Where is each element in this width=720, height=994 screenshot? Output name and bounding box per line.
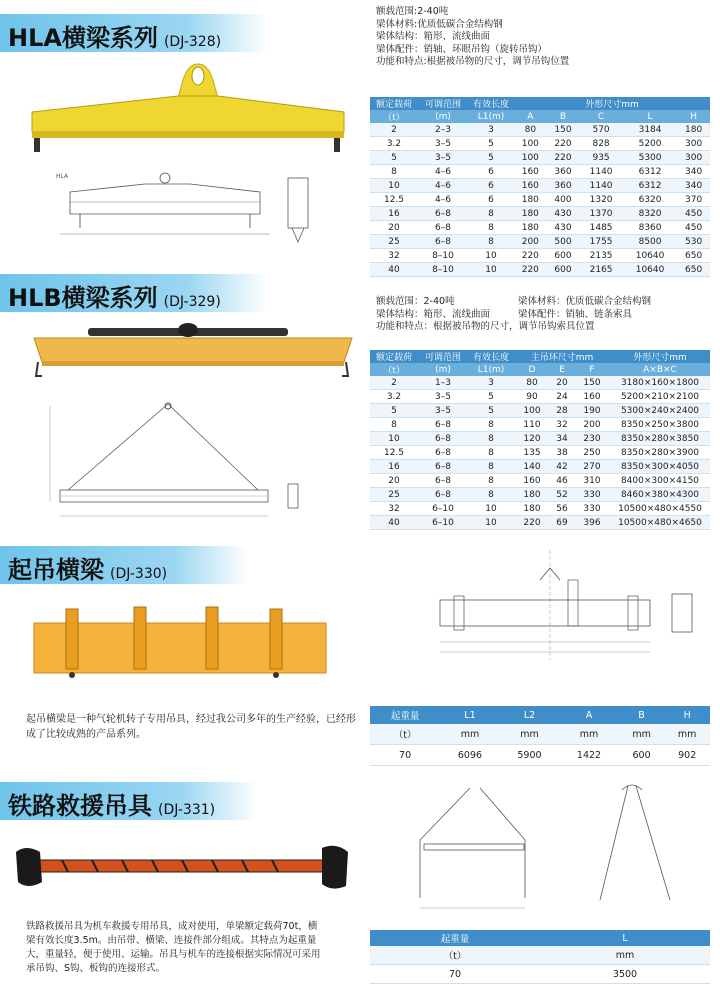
table-cell: 40 — [370, 516, 418, 530]
hlb-spec-line: 功能和特点：根据被吊物的尺寸，调节吊钩索具位置 — [376, 321, 595, 332]
hla-drawing-label: HLA — [56, 173, 69, 180]
lift-th: L2 — [500, 706, 560, 724]
table-cell: 2–3 — [418, 123, 468, 137]
hla-sub-th: H — [677, 110, 710, 123]
hlb-sub-th: L1(m) — [468, 363, 514, 376]
table-cell: 160 — [521, 166, 539, 177]
table-cell: 180 — [523, 503, 541, 514]
hlb-sub-th: （t） — [370, 363, 418, 376]
table-cell: 20 — [388, 222, 400, 233]
lift-cell: 600 — [619, 745, 665, 766]
hla-sub-th: （t） — [370, 110, 418, 123]
table-cell: 90 — [526, 391, 538, 402]
table-cell: 190 — [574, 404, 610, 418]
table-cell: 3180×160×1800 — [610, 376, 710, 390]
lift-title — [8, 550, 167, 585]
table-cell: 10500×480×4650 — [610, 516, 710, 530]
table-row — [370, 151, 710, 165]
hlb-title — [8, 278, 221, 313]
hlb-spec-line: 额载范围：2-40吨 — [376, 296, 455, 307]
table-cell: 20 — [550, 376, 574, 390]
hla-beam-photo — [28, 60, 348, 160]
hla-sub-th: A — [514, 110, 547, 123]
table-cell: 38 — [556, 447, 568, 458]
table-cell: 450 — [677, 207, 710, 221]
table-cell: 8 — [391, 166, 397, 177]
table-cell: 100 — [514, 151, 547, 165]
table-cell: 1140 — [579, 179, 623, 193]
hlb-spec-line: 梁体材料：优质低碳合金结构钢 — [518, 296, 652, 307]
lift-title-text: 起吊横梁 — [8, 556, 104, 584]
lift-table — [370, 706, 710, 766]
hla-th: 可调范围 — [418, 97, 468, 110]
table-cell: 450 — [685, 222, 703, 233]
table-cell: 10640 — [623, 263, 677, 277]
table-cell: 5300×240×2400 — [610, 404, 710, 418]
table-row — [370, 123, 710, 137]
table-cell: 3 — [468, 123, 514, 137]
hla-sub-th: B — [547, 110, 580, 123]
table-cell: 10 — [485, 503, 497, 514]
table-cell: 24 — [556, 391, 568, 402]
hla-table — [370, 97, 710, 277]
lift-line-drawing — [430, 550, 700, 670]
table-row — [370, 235, 710, 249]
table-cell: 650 — [677, 263, 710, 277]
table-cell: 8350×300×4050 — [610, 460, 710, 474]
table-cell: 180 — [521, 194, 539, 205]
table-row — [370, 488, 710, 502]
table-cell: 16 — [370, 460, 418, 474]
table-cell: 135 — [523, 447, 541, 458]
table-cell: 8 — [468, 488, 514, 502]
table-cell: 4–6 — [435, 194, 451, 205]
table-cell: 180 — [521, 222, 539, 233]
hla-code: (DJ-328) — [163, 34, 222, 50]
hlb-th: 有效长度 — [468, 350, 514, 363]
table-cell: 25 — [370, 488, 418, 502]
table-cell: 6–8 — [418, 460, 468, 474]
table-row — [370, 516, 710, 530]
table-cell: 5 — [370, 404, 418, 418]
table-cell: 8 — [488, 475, 494, 486]
table-cell: 10500×480×4550 — [618, 503, 702, 514]
table-cell: 8 — [468, 207, 514, 221]
hlb-sub-th: A×B×C — [610, 363, 710, 376]
table-row — [370, 193, 710, 207]
table-cell: 100 — [521, 138, 539, 149]
table-cell: 40 — [370, 263, 418, 277]
table-cell: 6 — [468, 179, 514, 193]
table-row — [370, 137, 710, 151]
table-cell: 220 — [554, 138, 572, 149]
table-cell: 200 — [583, 419, 601, 430]
lift-cell: 5900 — [500, 745, 560, 766]
lift-code: (DJ-330) — [110, 566, 168, 582]
rail-description: 铁路救援吊具为机车救援专用吊具，成对使用，单梁额定载荷70t，横梁有效长度3.5m。由吊带、横梁、连接件部分组成。其特点为起重量大，重量轻，便于使用、运输。吊具与机车的连接根据实际情况可采用承吊钩、S钩、板钩的连接形式。 — [26, 921, 321, 974]
table-cell: 8 — [468, 460, 514, 474]
table-cell: 80 — [514, 376, 550, 390]
table-cell: 220 — [514, 516, 550, 530]
table-cell: 430 — [554, 222, 572, 233]
table-cell: 370 — [685, 194, 703, 205]
table-cell: 3.2 — [386, 138, 402, 149]
lift-cell: 70 — [370, 745, 440, 766]
table-cell: 2 — [370, 376, 418, 390]
table-cell: 8350×280×3850 — [610, 432, 710, 446]
hla-specs — [376, 6, 569, 69]
table-cell: 28 — [550, 404, 574, 418]
table-cell: 3–5 — [435, 391, 451, 402]
table-cell: 10 — [370, 179, 418, 193]
table-cell: 180 — [514, 488, 550, 502]
table-cell: 10640 — [635, 250, 665, 261]
table-cell: 8350×250×3800 — [620, 419, 700, 430]
hlb-th: 额定载荷 — [370, 350, 418, 363]
hlb-code: (DJ-329) — [163, 294, 221, 310]
table-row — [370, 165, 710, 179]
table-cell: 8460×380×4300 — [610, 488, 710, 502]
hlb-line-drawing — [40, 398, 310, 528]
lift-unit: mm — [500, 724, 560, 745]
table-cell: 600 — [554, 250, 572, 261]
table-cell: 6–10 — [418, 516, 468, 530]
hlb-sub-th: D — [514, 363, 550, 376]
table-cell: 180 — [514, 207, 547, 221]
rail-line-drawing — [400, 780, 710, 915]
hla-sub-th: L — [623, 110, 677, 123]
rail-unit: mm — [540, 946, 710, 965]
rail-table — [370, 930, 710, 984]
hla-title — [8, 18, 221, 53]
table-cell: 5 — [370, 151, 418, 165]
lift-description: 起吊横梁是一种气轮机转子专用吊具，经过我公司多年的生产经验，已经形成了比较成熟的产品系列。 — [26, 714, 356, 740]
table-cell: 6–8 — [418, 235, 468, 249]
table-row — [370, 460, 710, 474]
table-cell: 220 — [514, 263, 547, 277]
table-row — [370, 179, 710, 193]
hlb-sub-th: (m) — [418, 363, 468, 376]
table-cell: 360 — [547, 179, 580, 193]
table-cell: 160 — [583, 391, 601, 402]
rail-cell: 3500 — [540, 965, 710, 984]
rail-code: (DJ-331) — [158, 802, 216, 818]
lift-cell: 1422 — [559, 745, 619, 766]
table-row — [370, 207, 710, 221]
hlb-th: 外形尺寸mm — [610, 350, 710, 363]
table-cell: 3.2 — [386, 391, 402, 402]
table-cell: 250 — [583, 447, 601, 458]
table-cell: 828 — [592, 138, 610, 149]
rail-title — [8, 786, 215, 821]
table-cell: 310 — [583, 475, 601, 486]
hla-spec-line: 功能和特点:根据被吊物的尺寸，调节吊钩位置 — [376, 56, 570, 67]
table-cell: 3184 — [623, 123, 677, 137]
table-cell: 150 — [547, 123, 580, 137]
table-cell: 180 — [677, 123, 710, 137]
table-cell: 5200 — [638, 138, 662, 149]
table-cell: 650 — [685, 250, 703, 261]
hlb-specs — [376, 296, 651, 334]
lift-unit: mm — [440, 724, 500, 745]
table-cell: 6312 — [638, 166, 662, 177]
rail-th: L — [540, 930, 710, 946]
table-cell: 935 — [579, 151, 623, 165]
table-cell: 5 — [488, 391, 494, 402]
lift-beam-photo — [30, 605, 330, 690]
table-cell: 200 — [514, 235, 547, 249]
table-cell: 6–8 — [418, 432, 468, 446]
table-cell: 400 — [554, 194, 572, 205]
table-cell: 1–3 — [418, 376, 468, 390]
table-cell: 8 — [488, 447, 494, 458]
table-cell: 340 — [677, 179, 710, 193]
table-cell: 2165 — [579, 263, 623, 277]
table-row — [370, 432, 710, 446]
hla-spec-line: 梁体材料:优质低碳合金结构钢 — [376, 18, 503, 30]
lift-unit: mm — [619, 724, 665, 745]
table-cell: 6312 — [623, 179, 677, 193]
table-cell: 10 — [370, 432, 418, 446]
table-cell: 1755 — [579, 235, 623, 249]
hlb-title-text: HLB横梁系列 — [8, 284, 158, 312]
table-cell: 8 — [391, 419, 397, 430]
table-row — [370, 474, 710, 488]
hlb-tbody — [370, 376, 710, 530]
table-cell: 2 — [370, 123, 418, 137]
hlb-spec-line: 梁体结构：箱形、流线曲面 — [376, 308, 491, 320]
table-cell: 69 — [550, 516, 574, 530]
lift-cell: 6096 — [440, 745, 500, 766]
table-cell: 32 — [388, 503, 400, 514]
table-cell: 8 — [468, 432, 514, 446]
table-cell: 150 — [574, 376, 610, 390]
lift-th: 起重量 — [370, 706, 440, 724]
table-cell: 1320 — [589, 194, 613, 205]
table-cell: 396 — [574, 516, 610, 530]
hla-th: 额定载荷 — [370, 97, 418, 110]
table-cell: 3–5 — [418, 404, 468, 418]
table-cell: 230 — [574, 432, 610, 446]
table-cell: 10 — [468, 263, 514, 277]
hla-title-text: HLA横梁系列 — [8, 24, 158, 52]
table-row — [370, 221, 710, 235]
table-cell: 8 — [468, 235, 514, 249]
table-cell: 330 — [574, 488, 610, 502]
table-cell: 12.5 — [383, 194, 405, 205]
hla-th: 有效长度 — [468, 97, 514, 110]
table-cell: 32 — [388, 250, 400, 261]
table-cell: 8–10 — [432, 250, 454, 261]
table-cell: 12.5 — [383, 447, 405, 458]
table-cell: 4–6 — [435, 166, 451, 177]
table-cell: 8 — [488, 222, 494, 233]
table-cell: 8360 — [638, 222, 662, 233]
table-cell: 5200×210×2100 — [620, 391, 700, 402]
hla-tbody — [370, 123, 710, 277]
hla-line-drawing — [50, 170, 330, 255]
table-cell: 16 — [370, 207, 418, 221]
table-cell: 8500 — [623, 235, 677, 249]
table-cell: 270 — [574, 460, 610, 474]
hla-spec-line: 额载范围:2-40吨 — [376, 6, 449, 17]
hla-sub-th: C — [579, 110, 623, 123]
rail-beam-photo — [12, 838, 352, 898]
table-cell: 300 — [685, 138, 703, 149]
hlb-spec-line: 梁体配件：销轴、链条索具 — [518, 308, 633, 320]
table-cell: 8–10 — [418, 263, 468, 277]
table-cell: 6–10 — [432, 503, 454, 514]
table-cell: 110 — [523, 419, 541, 430]
table-cell: 6–8 — [435, 419, 451, 430]
table-cell: 6–8 — [418, 488, 468, 502]
hlb-th: 主吊环尺寸mm — [514, 350, 610, 363]
table-cell: 600 — [547, 263, 580, 277]
table-cell: 6–8 — [435, 222, 451, 233]
table-cell: 5 — [488, 138, 494, 149]
table-cell: 5 — [468, 151, 514, 165]
table-cell: 8320 — [623, 207, 677, 221]
lift-unit: mm — [664, 724, 710, 745]
table-cell: 5 — [468, 404, 514, 418]
rail-cell: 70 — [370, 965, 540, 984]
table-cell: 530 — [677, 235, 710, 249]
table-cell: 220 — [547, 151, 580, 165]
table-cell: 10 — [485, 250, 497, 261]
table-cell: 1370 — [579, 207, 623, 221]
table-cell: 430 — [547, 207, 580, 221]
table-row — [370, 249, 710, 263]
table-cell: 2135 — [589, 250, 613, 261]
table-cell: 100 — [514, 404, 550, 418]
table-cell: 52 — [550, 488, 574, 502]
hlb-th: 可调范围 — [418, 350, 468, 363]
table-cell: 34 — [550, 432, 574, 446]
table-row — [370, 446, 710, 460]
lift-th: L1 — [440, 706, 500, 724]
table-cell: 3–5 — [435, 138, 451, 149]
table-cell: 8 — [488, 419, 494, 430]
table-row — [370, 404, 710, 418]
table-cell: 120 — [514, 432, 550, 446]
table-row — [370, 390, 710, 404]
table-cell: 20 — [388, 475, 400, 486]
hla-sub-th: L1(m) — [468, 110, 514, 123]
lift-th: A — [559, 706, 619, 724]
table-cell: 160 — [523, 475, 541, 486]
table-cell: 1140 — [589, 166, 613, 177]
table-cell: 340 — [685, 166, 703, 177]
table-cell: 6 — [488, 194, 494, 205]
lift-th: B — [619, 706, 665, 724]
hlb-table — [370, 350, 710, 530]
table-cell: 360 — [554, 166, 572, 177]
rail-th: 起重量 — [370, 930, 540, 946]
table-cell: 3 — [468, 376, 514, 390]
rail-title-text: 铁路救援吊具 — [8, 792, 152, 820]
table-cell: 46 — [556, 475, 568, 486]
table-cell: 140 — [514, 460, 550, 474]
table-cell: 8350×280×3900 — [620, 447, 700, 458]
hla-th: 外形尺寸mm — [514, 97, 710, 110]
table-cell: 6 — [488, 166, 494, 177]
table-cell: 300 — [677, 151, 710, 165]
table-cell: 8400×300×4150 — [620, 475, 700, 486]
table-row — [370, 376, 710, 390]
table-cell: 5300 — [623, 151, 677, 165]
table-cell: 6320 — [638, 194, 662, 205]
lift-unit: （t） — [370, 724, 440, 745]
table-cell: 56 — [556, 503, 568, 514]
table-cell: 330 — [583, 503, 601, 514]
table-row — [370, 418, 710, 432]
hla-spec-line: 梁体结构：箱形、流线曲面 — [376, 31, 491, 42]
table-cell: 32 — [556, 419, 568, 430]
table-cell: 6–8 — [435, 475, 451, 486]
hlb-sub-th: E — [550, 363, 574, 376]
table-cell: 500 — [547, 235, 580, 249]
table-cell: 25 — [370, 235, 418, 249]
table-cell: 1485 — [589, 222, 613, 233]
hla-spec-line: 梁体配件：销轴、环眼吊钩（旋转吊钩） — [376, 43, 548, 55]
table-cell: 42 — [550, 460, 574, 474]
table-cell: 6–8 — [435, 447, 451, 458]
table-cell: 4–6 — [418, 179, 468, 193]
hlb-sub-th: F — [574, 363, 610, 376]
table-row — [370, 263, 710, 277]
lift-unit: mm — [559, 724, 619, 745]
table-cell: 220 — [521, 250, 539, 261]
table-row — [370, 502, 710, 516]
lift-cell: 902 — [664, 745, 710, 766]
table-cell: 80 — [514, 123, 547, 137]
lift-th: H — [664, 706, 710, 724]
rail-unit: （t） — [370, 946, 540, 965]
table-cell: 3–5 — [418, 151, 468, 165]
hlb-beam-photo — [28, 318, 358, 388]
table-cell: 6–8 — [418, 207, 468, 221]
table-cell: 160 — [514, 179, 547, 193]
table-cell: 10 — [468, 516, 514, 530]
hla-sub-th: (m) — [418, 110, 468, 123]
table-cell: 570 — [579, 123, 623, 137]
